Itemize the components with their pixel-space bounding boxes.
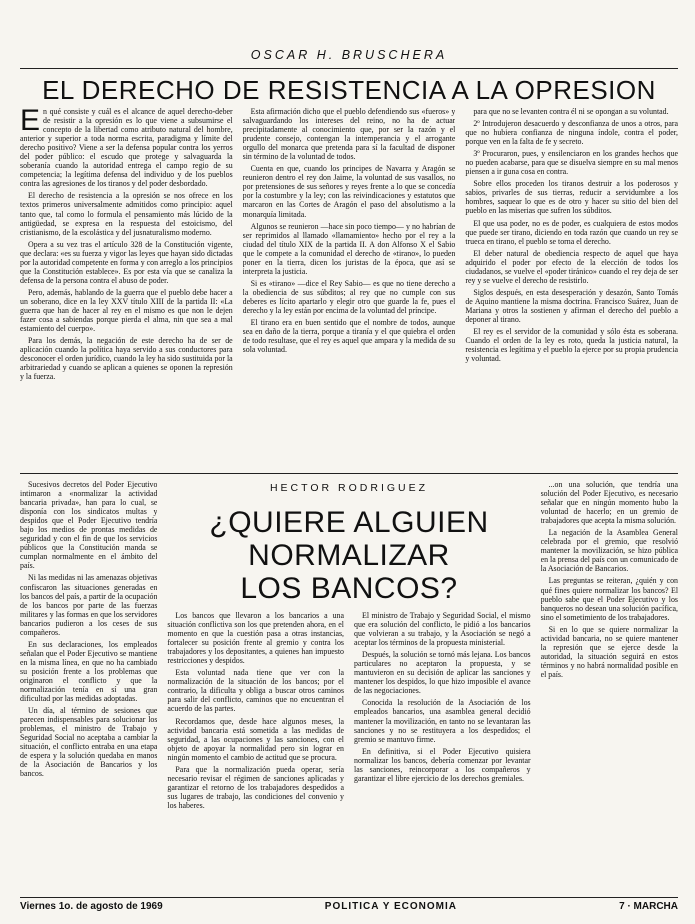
paragraph: Algunos se reunieron —hace sin poco tiempo— y no habrían de ser reprimidos al llamado «llamamiento» hecho por el rey a la ciudad del título XIX de la partida II. A don Alfonso X el Sabio que le compete a la comunidad el derecho de «tirano», lo pueden poner en la tierra, dicen los juristas de la época, que así se interpreta la justicia. bbox=[242, 221, 456, 276]
article2-center-col2 bbox=[354, 611, 531, 860]
paragraph: El derecho de resistencia a la opresión se nos ofrece en los textos primeros universalmente admitidos como principio: aquel tanto que, tal como lo formula el pensamiento más lúcido de la antigüedad, se expresa en la respuesta del estoicismo, del cristianismo, de la escolástica y del jusnaturalismo moderno. bbox=[20, 191, 233, 237]
article2-center-col1 bbox=[167, 611, 344, 860]
article1-col3 bbox=[465, 107, 678, 467]
paragraph: 3º Procuraron, pues, y ensilenciaron en los grandes hechos que no pueden acabarse, para que se disuelva siempre en su mal menos piensen a ir guna cosa en contra. bbox=[465, 149, 679, 177]
article-divider bbox=[20, 473, 678, 474]
paragraph: Siglos después, en esta desesperación y desazón, Santo Tomás de Aquino mantiene la misma doctrina. Francisco Suárez, Juan de Mariana y otros la sostienen y afirman el derecho del pueblo a deponer al tirano. bbox=[465, 287, 679, 324]
article1-author: OSCAR H. BRUSCHERA bbox=[250, 48, 448, 62]
paragraph: Ni las medidas ni las amenazas objetivas confiscaron las situaciones generadas en los bancos del país, a partir de la ocupación de los bancos por parte de las fuerzas militares y las formas en que los servidores bancarios pudieron a los ceses de sus compañeros. bbox=[20, 573, 158, 637]
footer-page: 7 · MARCHA bbox=[619, 901, 678, 912]
paragraph: Conocida la resolución de la Asociación de los empleados bancarios, una asamblea general decidió mantener la movilización, en tanto no se levantaran las sanciones y no se restituyera a los despedidos; el gremio se mantuvo firme. bbox=[354, 698, 531, 744]
paragraph: En sus declaraciones, los empleados señalan que el Poder Ejecutivo se mantiene en la misma línea, en que no ha cambiado su posición frente a los problemas que originaron el conflicto y que la normalización tenía en sí una gran dificultad por las medidas adoptadas. bbox=[20, 639, 158, 704]
paragraph: El rey es el servidor de la comunidad y sólo ésta es soberana. Cuando el orden de la ley es roto, queda la justicia natural, la resistencia es legítima y el pueblo la ejerce por su propia prudencia y voluntad. bbox=[465, 327, 679, 364]
paragraph: Sobre ellos proceden los tiranos destruir a los poderosos y sabios, privarles de sus tierras, reducir a servidumbre a los hombres, saquear lo que es de otro y hacer su sitio del bien del pueblo en las miserias que sufren los súbditos. bbox=[465, 179, 679, 216]
article2-author: HECTOR RODRIGUEZ bbox=[269, 482, 429, 494]
article2-center-cols bbox=[167, 611, 530, 860]
article1-col1 bbox=[20, 107, 233, 467]
paragraph: Cuenta en que, cuando los principes de Navarra y Aragón se reunieron dentro el rey don Jaime, la voluntad de sus vasallos, no por pretensiones de sus señores y reyes frente a lo que se concedía por la costumbre y la ley; con las reivindicaciones y estatutos que marcaron en las Cortes de Aragón el paso del absolutismo a la monarquía limitada. bbox=[242, 164, 456, 219]
page-footer bbox=[20, 897, 678, 912]
paragraph: Pero, además, hablando de la guerra que el pueblo debe hacer a un soberano, dice en la ley XXV título XIII de la partida II: «La guerra que han de hacer al rey en el mismo es que non le dejen fazer cosa a sabiendas porque pierda el alma, nin que sea a mal estamiento del cuerpo». bbox=[20, 287, 233, 334]
paragraph: Recordamos que, desde hace algunos meses, la actividad bancaria está sometida a las medidas de seguridad, a las ocupaciones y las sanciones, con el objeto de apoyar la normalidad pero sin lograr en ningún momento el cambio de actitud que se procura. bbox=[167, 716, 345, 762]
paragraph: Para los demás, la negación de este derecho ha de ser de aplicación cuando la política haya servido a sus conductores para desconocer el orden jurídico, cuando la ley ha sido sustituida por la arbitrariedad y cuando se aplican a quienes se oponen la represión y la fuerza. bbox=[20, 336, 233, 382]
paragraph: El tirano era en buen sentido que el nombre de todos, aunque sea en daño de la tierra, porque a tiranía y el que quiebra el orden de todo resultase, que el rey es aquel que ampara y la medida de su sola voluntad. bbox=[242, 318, 456, 355]
paragraph: El deber natural de obediencia respecto de aquel que haya adquirido el poder por efecto de la elección de todos los ciudadanos, se vuelve el «poder tiránico» cuando el rey deja de ser rey y se vuelve el derecho de resistirlo. bbox=[465, 248, 679, 285]
article2-center bbox=[167, 480, 530, 860]
paragraph: Si en lo que se quiere normalizar la actividad bancaria, no se quiere mantener la represión que se ejerce desde la autoridad, la situación seguirá en estos términos y no habrá normalidad posible en el país. bbox=[540, 624, 679, 679]
paragraph: Un día, al término de sesiones que parecen indispensables para solucionar los problemas, el ministro de Trabajo y Seguridad Social no aceptaba a cambiar la situación, el conflicto entraba en una etapa de espera y la solución quedaba en manos de la Asociación de Bancarios y los bancos. bbox=[20, 706, 158, 779]
footer-section: POLITICA Y ECONOMIA bbox=[324, 901, 457, 912]
paragraph: Si es «tirano» —dice el Rey Sabio— es que no tiene derecho a la obediencia de sus súbditos; al rey que no cumple con sus deberes es lícito apartarlo y elegir otro que guarde la fe, pues el derecho y la ley están por encima de la voluntad del príncipe. bbox=[242, 278, 456, 315]
paragraph: Las preguntas se reiteran, ¿quién y con qué fines quiere normalizar los bancos? El pueblo sabe que el Poder Ejecutivo y los banqueros no desean una solución pacífica, sino el sometimiento de los trabajadores. bbox=[540, 576, 679, 622]
title-line-2: NORMALIZAR bbox=[248, 539, 450, 572]
paragraph: Opera a su vez tras el artículo 328 de la Constitución vigente, que declara: «es su fuerza y vigor las leyes que hayan sido dictadas por la autoridad competente en forma y con arreglo a los principios que la Constitución establece». Es por esta vía que se canaliza la defensa de la persona contra el abuso de poder. bbox=[20, 239, 233, 285]
footer-date: Viernes 1o. de agosto de 1969 bbox=[20, 901, 163, 912]
paragraph: Después, la solución se tornó más lejana. Los bancos particulares no aceptaron la propuesta, y se mantuvieron en su decisión de aplicar las sanciones y mantener los despidos, lo que hizo imposible el avance de las negociaciones. bbox=[354, 650, 531, 696]
paragraph: Esta afirmación dicho que el pueblo defendiendo sus «fueros» y salvaguardando los intereses del reino, no ha de actuar precipitadamente al conocimiento que, por ser la razón y el prudente consejo, contengan la intemperancia y el arrogante orgullo del monarca que pretenda para sí la facultad de disponer sin término de la voluntad de todos. bbox=[242, 107, 456, 162]
paragraph: Para que la normalización pueda operar, sería necesario revisar el régimen de sanciones aplicadas y garantizar el retorno de los trabajadores despedidos a sus lugares de trabajo, las condiciones del convenio y los haberes. bbox=[167, 764, 345, 810]
paragraph: En qué consiste y cuál es el alcance de aquel derecho-deber de resistir a la opresión es lo que viene a subsumirse el concepto de la libertad como atributo natural del hombre, anterior y superior a toda norma escrita, paradigma y límite del derecho positivo? Viene a ser la defensa popular contra los yerros del poder público: el escudo que protege y salvaguarda la soberanía cuando la autoridad entrega el campo regio de su competencia; la legítima defensa del individuo y de los pueblos contra las agresiones de los tiranos y del poder desbordado. bbox=[20, 107, 233, 189]
title-line-3: LOS BANCOS? bbox=[240, 572, 458, 605]
paragraph: Los bancos que llevaron a los bancarios a una situación conflictiva son los que pretenden ahora, en el momento en que la cuestión pasa a otras instancias, fortalecer su posición frente al gremio y contra los trabajadores y los depositantes, a quienes han impuesto restricciones y despidos. bbox=[167, 611, 345, 666]
article1-col2 bbox=[243, 107, 456, 467]
paragraph: La negación de la Asamblea General celebrada por el gremio, que resolvió mantener la movilización, se hizo pública en la prensa del país con un comunicado de la Asociación de Bancarios. bbox=[540, 528, 679, 574]
article2-title bbox=[167, 506, 530, 605]
paragraph: El ministro de Trabajo y Seguridad Social, el mismo que era solución del conflicto, le pidió a los bancarios que volvieran a su trabajo, y la Asociación se negó a aceptar los términos de la propuesta ministerial. bbox=[354, 611, 531, 648]
article1-body bbox=[14, 107, 684, 467]
article2 bbox=[14, 480, 684, 860]
title-line-1: ¿QUIERE ALGUIEN bbox=[209, 506, 489, 539]
paragraph: El que usa poder, no es de poder, es cualquiera de estos modos que puede ser tirano, diciendo en toda razón que cuando un rey se trueca en tirano, el pueblo se torna el derecho. bbox=[465, 218, 679, 246]
paragraph: 2º Introdujeron desacuerdo y desconfianza de unos a otros, para que no hubiera confianza de ninguna índole, contra el poder, porque ven en la falta de fe y secreto. bbox=[465, 119, 679, 147]
paragraph: ...on una solución, que tendría una solución del Poder Ejecutivo, es necesario señalar que en ningún momento hubo la voluntad de hacerlo; en un gremio de trabajadores que acepta la misma solución. bbox=[540, 480, 679, 526]
title-rule bbox=[20, 68, 678, 69]
drop-cap: E bbox=[20, 107, 41, 137]
paragraph: Sucesivos decretos del Poder Ejecutivo intimaron a «normalizar la actividad bancaria privada», han para lo cual, se disponía con los sindicatos multas y despidos que el Poder Ejecutivo tendría bajo los medios de prontas medidas de seguridad y con el fin de que los servicios públicos que la Constitución manda se cumplan normalmente en el ámbito del país. bbox=[20, 480, 158, 571]
paragraph: En definitiva, si el Poder Ejecutivo quisiera normalizar los bancos, debería comenzar por levantar las sanciones, reincorporar a los compañeros y garantizar el libre ejercicio de los derechos gremiales. bbox=[354, 746, 531, 783]
article2-left-col bbox=[20, 480, 157, 860]
paragraph: para que no se levanten contra él ni se opongan a su voluntad. bbox=[473, 107, 669, 116]
newspaper-page bbox=[14, 8, 684, 918]
paragraph: Esta voluntad nada tiene que ver con la normalización de la situación de los bancos; por el contrario, la dificulta y obliga a buscar otros caminos para salir del conflicto, caminos que no encuentran el acuerdo de las partes. bbox=[167, 668, 345, 714]
article1-title: EL DERECHO DE RESISTENCIA A LA OPRESION bbox=[42, 75, 656, 105]
article2-right-col bbox=[541, 480, 678, 860]
